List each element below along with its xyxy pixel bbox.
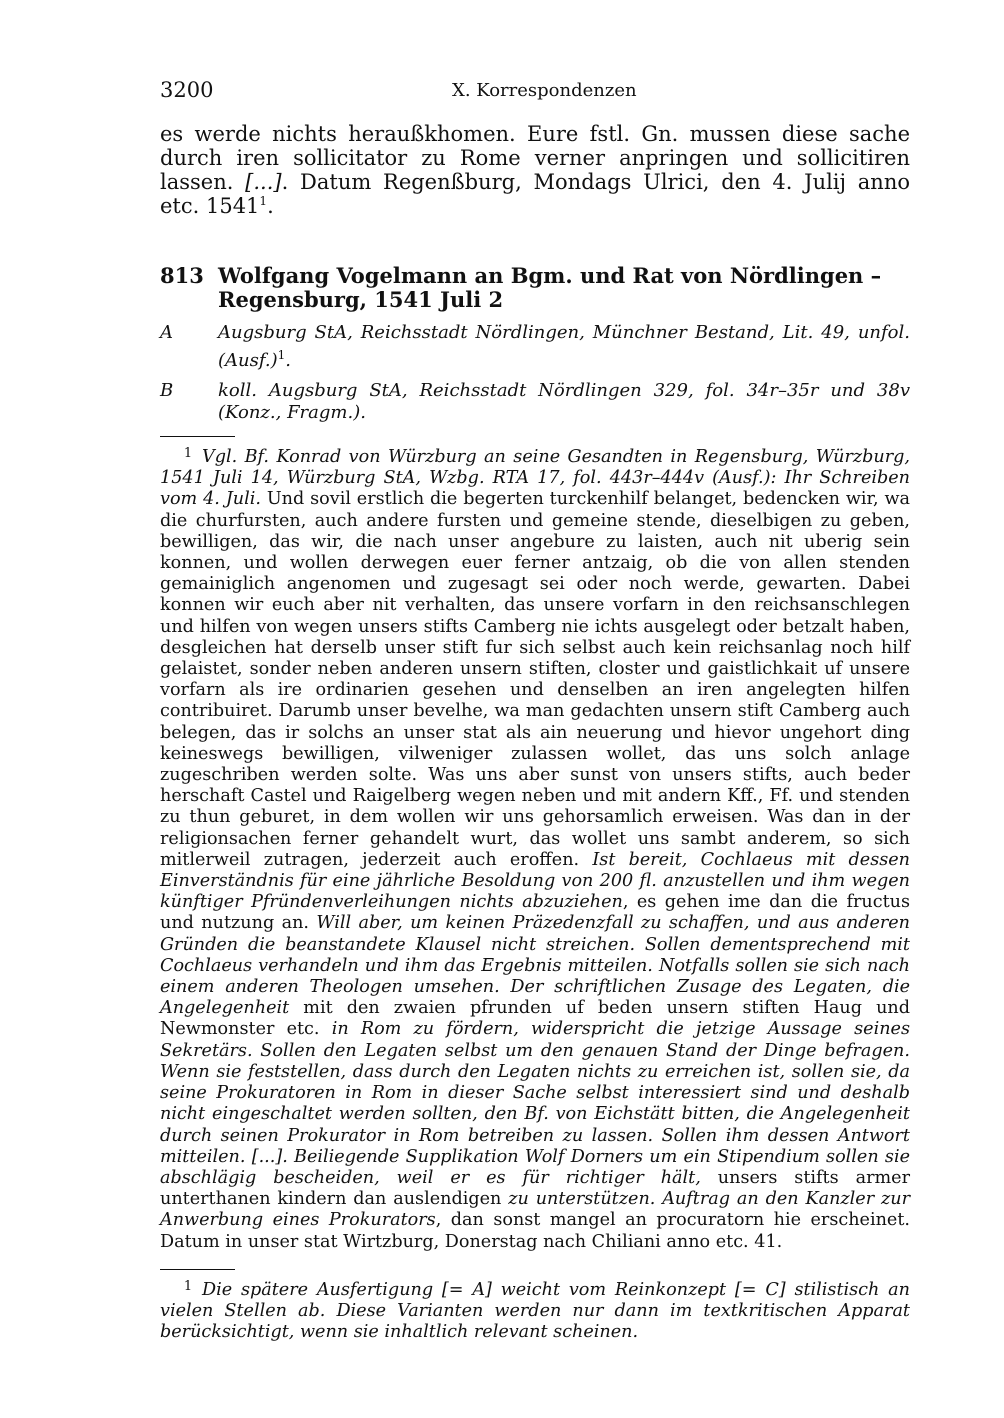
footnote-italic-segment: Ist bereit, Cochlaeus mit dessen Einverständnis für eine jährliche Besoldung von 200 fl. anzustellen und ihm wegen künftiger Pfründenverleihungen nichts abzuziehen <box>160 849 910 913</box>
source-tail: . <box>285 350 291 371</box>
running-head <box>160 78 910 108</box>
source-row <box>160 322 910 372</box>
footnote-quote-segment: , es gehen ime dan die fructus und nutzung an. <box>160 892 910 934</box>
footnote-marker: 1 <box>183 1278 193 1294</box>
footnote-body <box>160 447 910 1252</box>
footnote-ref[interactable]: 1 <box>277 348 286 362</box>
footnote-body: Die spätere Ausfertigung [= A] weicht vom Reinkonzept [= C] stilistisch an vielen Stellen ab. Diese Varianten werden nur dann im textkritischen Apparat berücksichtigt, wenn sie inhaltlich relevant scheinen. <box>160 1279 910 1343</box>
footnote-divider <box>160 1269 235 1270</box>
ellipsis: [...] <box>245 170 282 194</box>
footnote-ref[interactable]: 1 <box>259 194 268 208</box>
source-row <box>160 380 910 424</box>
footnote-2 <box>160 1276 910 1344</box>
page <box>160 78 910 1343</box>
entry-heading <box>160 264 910 312</box>
entry-number: 813 <box>160 263 204 288</box>
source-text: koll. Augsburg StA, Reichsstadt Nördlingen 329, fol. 34r–35r und 38v (Konz., Fragm.). <box>218 380 910 423</box>
running-head-title: X. Korrespondenzen <box>452 80 637 101</box>
source-text <box>218 322 910 372</box>
page-number: 3200 <box>160 78 214 102</box>
source-siglum: B <box>160 380 174 401</box>
footnote-quote-segment: unsers stifts armer unterthanen kindern dan auslendigen <box>160 1167 911 1210</box>
source-description: Augsburg StA, Reichsstadt Nördlingen, Münchner Bestand, Lit. 49, unfol. (Ausf.) <box>218 322 910 371</box>
source-list <box>160 322 910 424</box>
previous-entry-text <box>160 122 910 218</box>
text-segment: . <box>267 194 274 218</box>
footnote-1 <box>160 443 910 1253</box>
entry-title: Wolfgang Vogelmann an Bgm. und Rat von Nördlingen – Regensburg, 1541 Juli 2 <box>218 263 882 312</box>
footnote-italic-segment: Will aber, um keinen Präzedenzfall zu schaffen, und aus anderen Gründen die beanstandete Klausel nicht streichen. Sollen dementsprechend mit Cochlaeus verhandeln und ihm das Ergebnis mitteilen. Notfalls sollen sie sich nach einem anderen Theologen umsehen. Der schriftlichen Zusage des Legaten, die Angelegenheit <box>160 913 911 1019</box>
footnote-quote-segment: mit den zwaien pfrunden uf beden unsern stiften Haug und Newmonster etc. <box>160 998 910 1040</box>
footnote-quote-segment: , dan sonst mangel an procuratorn hie erscheinet. Datum in unser stat Wirtzburg, Donerstag nach Chiliani anno etc. 41. <box>160 1210 910 1252</box>
footnote-italic-segment: in Rom zu fördern, widerspricht die jetzige Aussage seines Sekretärs. Sollen den Legaten selbst um den genauen Stand der Dinge befragen. Wenn sie feststellen, dass durch den Legaten nichts zu erreichen ist, sollen sie, da seine Prokuratoren in Rom in dieser Sache selbst interessiert sind und deshalb nicht eingeschaltet werden sollten, den Bf. von Eichstätt bitten, die Angelegenheit durch seinen Prokurator in Rom betreiben zu lassen. Sollen ihm dessen Antwort mitteilen. [...]. Beiliegende Supplikation Wolf Dorners um ein Stipendium sollen sie abschlägig bescheiden, weil er es für richtiger hält, <box>160 1019 910 1188</box>
footnote-italic-segment: zu unterstützen. Auftrag an den Kanzler zur Anwerbung eines Prokurators <box>160 1189 910 1231</box>
text-segment: es werde nichts heraußkhomen. Eure fstl. Gn. mussen diese sache durch iren sollicitator zu Rome verner anpringen und sollicitiren lassen. <box>160 122 910 194</box>
footnote-quote-segment: Und sovil erstlich die begerten turckenhilf belanget, bedencken wir, wa die churfursten, auch andere fursten und gemeine stende, dieselbigen zu geben, bewilligen, das wir, die nach unser angebure zu laisten, auch nit uberig sein konnen, und wollen derwegen euer ferner antzaig, ob die von allen stenden gemainiglich angenomen und zugesagt sei oder noch werde, gewarten. Dabei konnen wir euch aber nit verhalten, das unsere vorfarn in den reichsanschlegen und hilfen von wegen unsers stifts Camberg nie ichts ausgelegt oder betzalt haben, desgleichen hat derselb unser stift fur sich selbst auch kein reichsanlag noch hilf gelaistet, sonder neben anderen unsern stiften, closter und gaistlichkait uf unsere vorfarn als ire ordinarien gesehen und denselben an iren angelegten hilfen contribuiret. Darumb unser bevelhe, wa man gedachten unsern stift Camberg auch belegen, das ir solchs an unser stat als ain neuerung und hievor ungehort ding keineswegs bewilligen, vilweniger zulassen wollet, das uns solch anlage zugeschriben werden solte. Was uns aber sunst von unsers stifts, auch beder herschaft Castel und Raigelberg wegen neben und mit andern Kff., Ff. und stenden zu thun geburet, in dem wollen wir uns gehorsamlich erweisen. Was dan in der religionsachen ferner gehandelt wurt, das wollet uns sambt anderem, so sich mitlerweil zutragen, jederzeit auch eroffen. <box>160 489 910 870</box>
footnote-divider <box>160 436 235 437</box>
footnote-italic-segment: Vgl. Bf. Konrad von Würzburg an seine Gesandten in Regensburg, Würzburg, 1541 Juli 14, Würzburg StA, Wzbg. RTA 17, fol. 443r–444v (Ausf.): Ihr Schreiben vom 4. Juli. <box>160 447 910 510</box>
text-segment: . Datum Regenßburg, Mondags Ulrici, den 4. Julij anno etc. 1541 <box>160 170 910 218</box>
footnote-marker: 1 <box>183 446 193 461</box>
source-siglum: A <box>160 322 173 343</box>
